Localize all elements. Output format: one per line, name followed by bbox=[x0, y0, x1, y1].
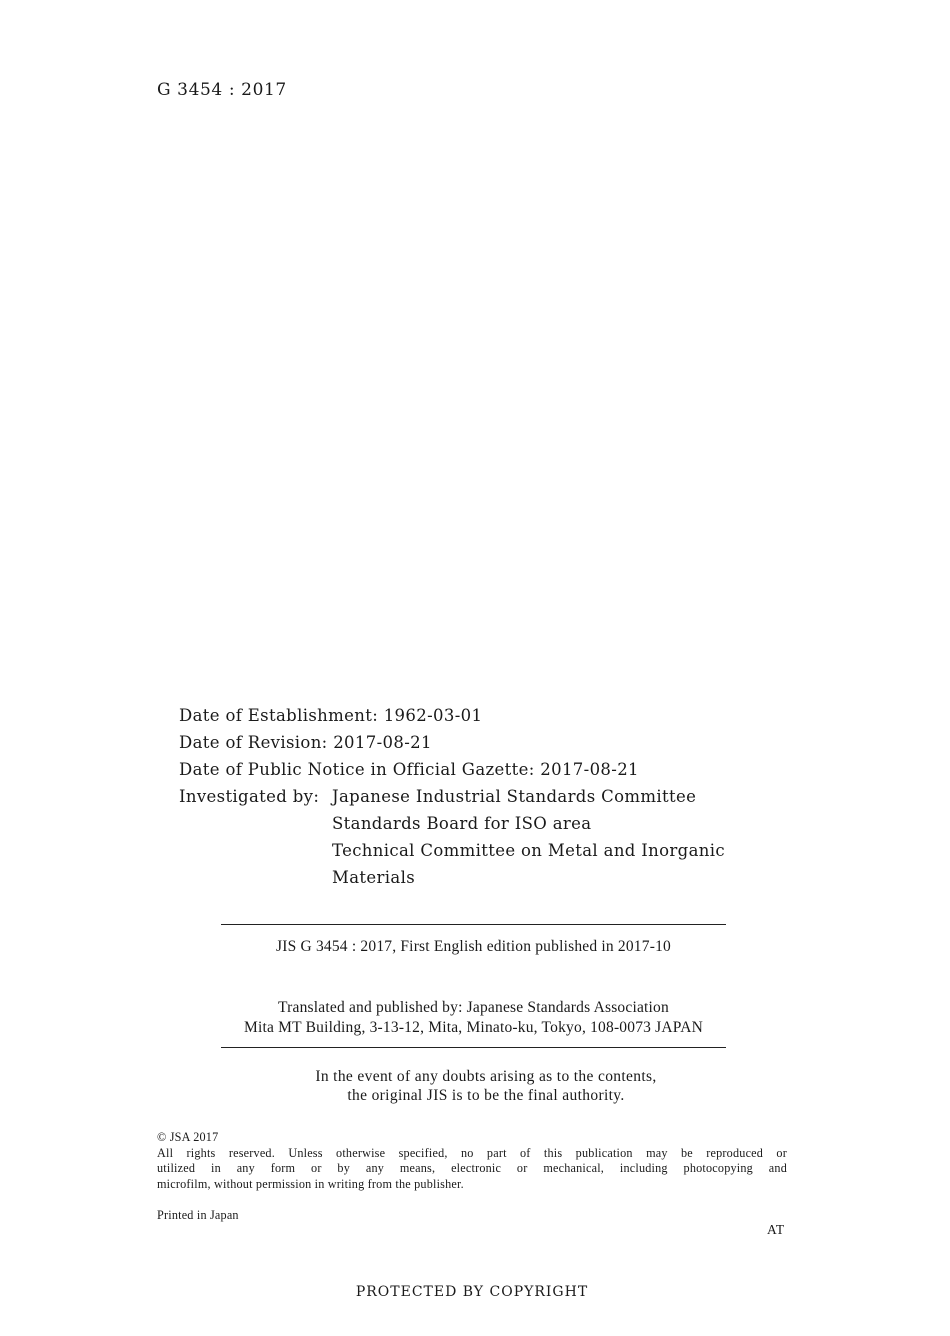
publisher-address: Mita MT Building, 3-13-12, Mita, Minato-ku, Tokyo, 108-0073 JAPAN bbox=[244, 1019, 703, 1036]
translated-by-line: Translated and published by: Japanese Standards Association bbox=[278, 999, 669, 1016]
investigated-by-list bbox=[332, 783, 725, 891]
rights-line2: utilized in any form or by any means, electronic or mechanical, including photocopying and bbox=[157, 1161, 787, 1175]
investigator-line: Technical Committee on Metal and Inorganic bbox=[332, 841, 725, 860]
authority-notice bbox=[221, 1067, 751, 1105]
dates-block bbox=[179, 702, 725, 887]
investigator-line: Standards Board for ISO area bbox=[332, 814, 592, 833]
copyright-line: © JSA 2017 bbox=[157, 1130, 219, 1144]
investigator-line: Materials bbox=[332, 868, 416, 887]
rights-line1: All rights reserved. Unless otherwise specified, no part of this publication may be reproduced or bbox=[157, 1145, 787, 1160]
date-of-public-notice: Date of Public Notice in Official Gazette: 2017-08-21 bbox=[179, 760, 639, 779]
bottom-rule bbox=[221, 1047, 726, 1048]
standard-code: G 3454 : 2017 bbox=[157, 80, 287, 100]
authority-notice-line2: the original JIS is to be the final authority. bbox=[347, 1087, 625, 1104]
date-of-revision: Date of Revision: 2017-08-21 bbox=[179, 733, 432, 752]
rights-line3: microfilm, without permission in writing from the publisher. bbox=[157, 1176, 464, 1191]
edition-line: JIS G 3454 : 2017, First English edition published in 2017-10 bbox=[276, 938, 671, 955]
top-rule bbox=[221, 924, 726, 925]
investigated-by-label: Investigated by: bbox=[179, 787, 320, 806]
at-code: AT bbox=[767, 1222, 785, 1237]
copyright-notice bbox=[157, 1130, 787, 1192]
date-of-establishment: Date of Establishment: 1962-03-01 bbox=[179, 706, 483, 725]
publisher-block bbox=[221, 998, 726, 1038]
printed-in: Printed in Japan bbox=[157, 1208, 239, 1222]
protected-by-copyright: PROTECTED BY COPYRIGHT bbox=[355, 1284, 589, 1300]
authority-notice-line1: In the event of any doubts arising as to the contents, bbox=[315, 1068, 657, 1085]
investigator-line: Japanese Industrial Standards Committee bbox=[332, 787, 697, 806]
